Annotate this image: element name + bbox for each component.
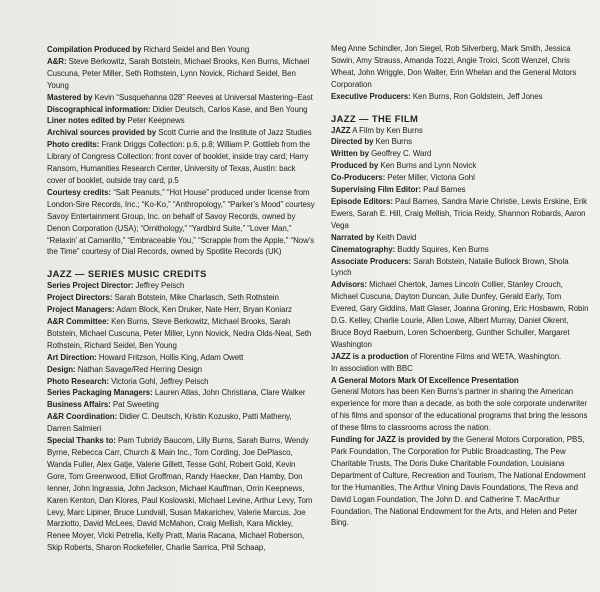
credit-photo: Photo credits: Frank Driggs Collection: p.6, p.8; William P. Gottlieb from the Library of Congress Collection: front cover of booklet, inside tray card; Harry Ransom, Humanities Research Center, University of Texas, Austin: back cover of booklet, outside tray card, p.5 bbox=[47, 140, 311, 185]
credit-project-managers: Project Managers: Adam Block, Ken Druker, Nate Herr, Bryan Koniarz bbox=[47, 305, 292, 315]
credit-produced-by: Produced by Ken Burns and Lynn Novick bbox=[331, 161, 477, 171]
credit-episode-editors: Episode Editors: Paul Barnes, Sandra Marie Christie, Lewis Erskine, Erik Ewers, Sarah E. Hill, Craig Mellish, Tricia Reidy, Shannon Robards, Aaron Vega bbox=[331, 196, 588, 230]
credit-a-and-r-coordination: A&R Coordination: Didier C. Deutsch, Kristin Kozusko, Patti Matheny, Darren Salmieri bbox=[47, 412, 292, 434]
credit-supervising-editor: Supervising Film Editor: Paul Barnes bbox=[331, 185, 466, 195]
the-film-heading: JAZZ — THE FILM bbox=[331, 112, 419, 124]
credit-mastered: Mastered by Kevin “Susquehanna 028” Reeves at Universal Mastering–East bbox=[47, 92, 313, 102]
series-credits bbox=[47, 280, 315, 554]
credit-photo-research: Photo Research: Victoria Gohl, Jeffrey Peisch bbox=[47, 376, 209, 386]
left-column bbox=[47, 44, 315, 554]
credit-directed-by: Directed by Ken Burns bbox=[331, 137, 412, 147]
credit-liner-notes: Liner notes edited by Peter Keepnews bbox=[47, 116, 185, 126]
right-column bbox=[331, 43, 589, 529]
credit-series-project-director: Series Project Director: Jeffrey Peisch bbox=[47, 281, 185, 291]
gm-presentation-heading: A General Motors Mark Of Excellence Presentation bbox=[331, 375, 519, 385]
credit-special-thanks: Special Thanks to: Pam Tubridy Baucom, Lilly Burns, Sarah Burns, Wendy Byrne, Rebecca Carr, Church & Main Inc., Tom Cording, Joe DePlasco, Wanda Fuller, Alex Gatje, Valerie Gillett, Tesse Gohl, Robert Gold, Kevin Gore, Tom Greenwood, Elliot Groffman, Randy Haecker, Dan Hamby, Don Ienner, John Ingrassia, John Jackson, Michael Kauffman, Orrin Keepnews, Karen Kenton, Dan Klores, Paul Koslowski, Michael Levine, Arthur Levy, Tom Levy, Marc Lipiner, Bruce Lundvall, Susan Makarichev, Valerie Marcus, Joe Marziotto, David McLees, David McMahon, Craig Mellish, Kara Mickley, Renee Moyer, Vicki Petrella, Kelly Pratt, Maria Racana, Michael Roberson, Skip Roberts, Sharon Rockefeller, Charlie Sarrica, Phil Schaap, bbox=[47, 436, 313, 553]
credit-business-affairs: Business Affairs: Pat Sweeting bbox=[47, 400, 159, 410]
credit-a-and-r-committee: A&R Committee: Ken Burns, Steve Berkowitz, Michael Brooks, Sarah Botstein, Michael Cuscuna, Peter Miller, Lynn Novick, Nedra Olds-Neal, Seth Rothstein, Richard Seidel, Ben Young bbox=[47, 317, 312, 350]
credit-compilation: Compilation Produced by Richard Seidel and Ben Young bbox=[47, 45, 250, 54]
credit-advisors: Advisors: Michael Chertok, James Lincoln Collier, Stanley Crouch, Michael Cuscuna, Dayton Duncan, Julie Dunfey, Gerald Early, Tom Evered, Gary Giddins, Matt Glaser, Joanna Groning, Eric Hosbawm, Robin D.G. Kelley, Charlie Lourie, Allen Lowe, Albert Murray, Daniel Okrent, Bruce Boyd Raeburn, Loren Schoenberg, Gunther Schuller, Margaret Washington bbox=[331, 280, 589, 349]
credit-courtesy: Courtesy credits: “Salt Peanuts,” “Hot House” produced under license from London-Sire Records, Inc.; “Ko-Ko,” “Anthropology,” “Parker’s Mood” courtesy Savoy Entertainment Group, Inc. on behalf of Savoy Records, owned by Denon Corporation (USA); “Ornithology,” “Yardbird Suite,” “Lover Man,” “Relaxin’ at Camarillo,” “Embraceable You,” “Scrapple from the Apple,” “Now’s the Time” courtesy of Dial Records, owned by Spotlite Records (UK) bbox=[47, 187, 315, 257]
credit-funding: Funding for JAZZ is provided by the General Motors Corporation, PBS, Park Foundation, The Corporation for Public Broadcasting, The Pew Charitable Trusts, The Doris Duke Charitable Foundation, Louisiana Department of Culture, Recreation and Tourism, The National Endowment for the Humanities, The Arthur Vining Davis Foundations, The Reva and David Logan Foundation, The John D. and Catherine T. MacArthur Foundation, The National Endowment for the Arts, and Helen and Peter Bing. bbox=[331, 435, 586, 528]
credit-co-producers: Co-Producers: Peter Miller, Victoria Gohl bbox=[331, 173, 475, 183]
spacer bbox=[47, 258, 315, 267]
credit-cinematography: Cinematography: Buddy Squires, Ken Burns bbox=[331, 244, 489, 254]
gm-partner-text: General Motors has been Ken Burns’s partner in sharing the American experience for more than a decade, as both the sole corporate underwriter of his films and sponsor of the educational programs that bring the lessons of these films to classrooms across the nation. bbox=[331, 387, 588, 433]
special-thanks-continued: Meg Anne Schindler, Jon Siegel, Rob Silverberg, Mark Smith, Jessica Sowin, Amy Strauss, Amanda Tozzi, Angie Troici, Scott Wenzel, Chris Wheat, John Wriggle, Don Walter, Erin Whelan and the General Motors Corporation bbox=[331, 44, 577, 89]
credit-art-direction: Art Direction: Howard Fritzson, Hollis King, Adam Owett bbox=[47, 352, 244, 362]
credit-associate-producers: Associate Producers: Sarah Botstein, Natalie Bullock Brown, Shola Lynch bbox=[331, 256, 569, 278]
credit-project-directors: Project Directors: Sarah Botstein, Mike Charlasch, Seth Rothstein bbox=[47, 293, 279, 303]
credit-packaging-managers: Series Packaging Managers: Lauren Atlas, John Christiana, Clare Walker bbox=[47, 388, 306, 398]
credit-film-by: JAZZ A Film by Ken Burns bbox=[331, 125, 423, 135]
credit-production: JAZZ is a production of Florentine Films and WETA, Washington. bbox=[331, 351, 562, 361]
credit-design: Design: Nathan Savage/Red Herring Design bbox=[47, 364, 203, 374]
spacer bbox=[331, 103, 589, 112]
compilation-credits bbox=[47, 44, 315, 258]
credit-written-by: Written by Geoffrey C. Ward bbox=[331, 149, 432, 159]
credit-archival: Archival sources provided by Scott Currie and the Institute of Jazz Studies bbox=[47, 128, 312, 138]
credit-a-and-r: A&R: Steve Berkowitz, Sarah Botstein, Michael Brooks, Ken Burns, Michael Cuscuna, Peter Miller, Seth Rothstein, Lynn Novick, Richard Seidel, Ben Young bbox=[47, 56, 310, 90]
credit-association-bbc: In association with BBC bbox=[331, 363, 413, 373]
credit-narrated-by: Narrated by Keith David bbox=[331, 232, 417, 242]
credit-executive-producers: Executive Producers: Ken Burns, Ron Goldstein, Jeff Jones bbox=[331, 91, 543, 101]
credit-discographical: Discographical information: Didier Deutsch, Carlos Kase, and Ben Young bbox=[47, 104, 308, 114]
film-credits bbox=[331, 125, 589, 530]
series-music-credits-heading: JAZZ — SERIES MUSIC CREDITS bbox=[47, 268, 207, 280]
